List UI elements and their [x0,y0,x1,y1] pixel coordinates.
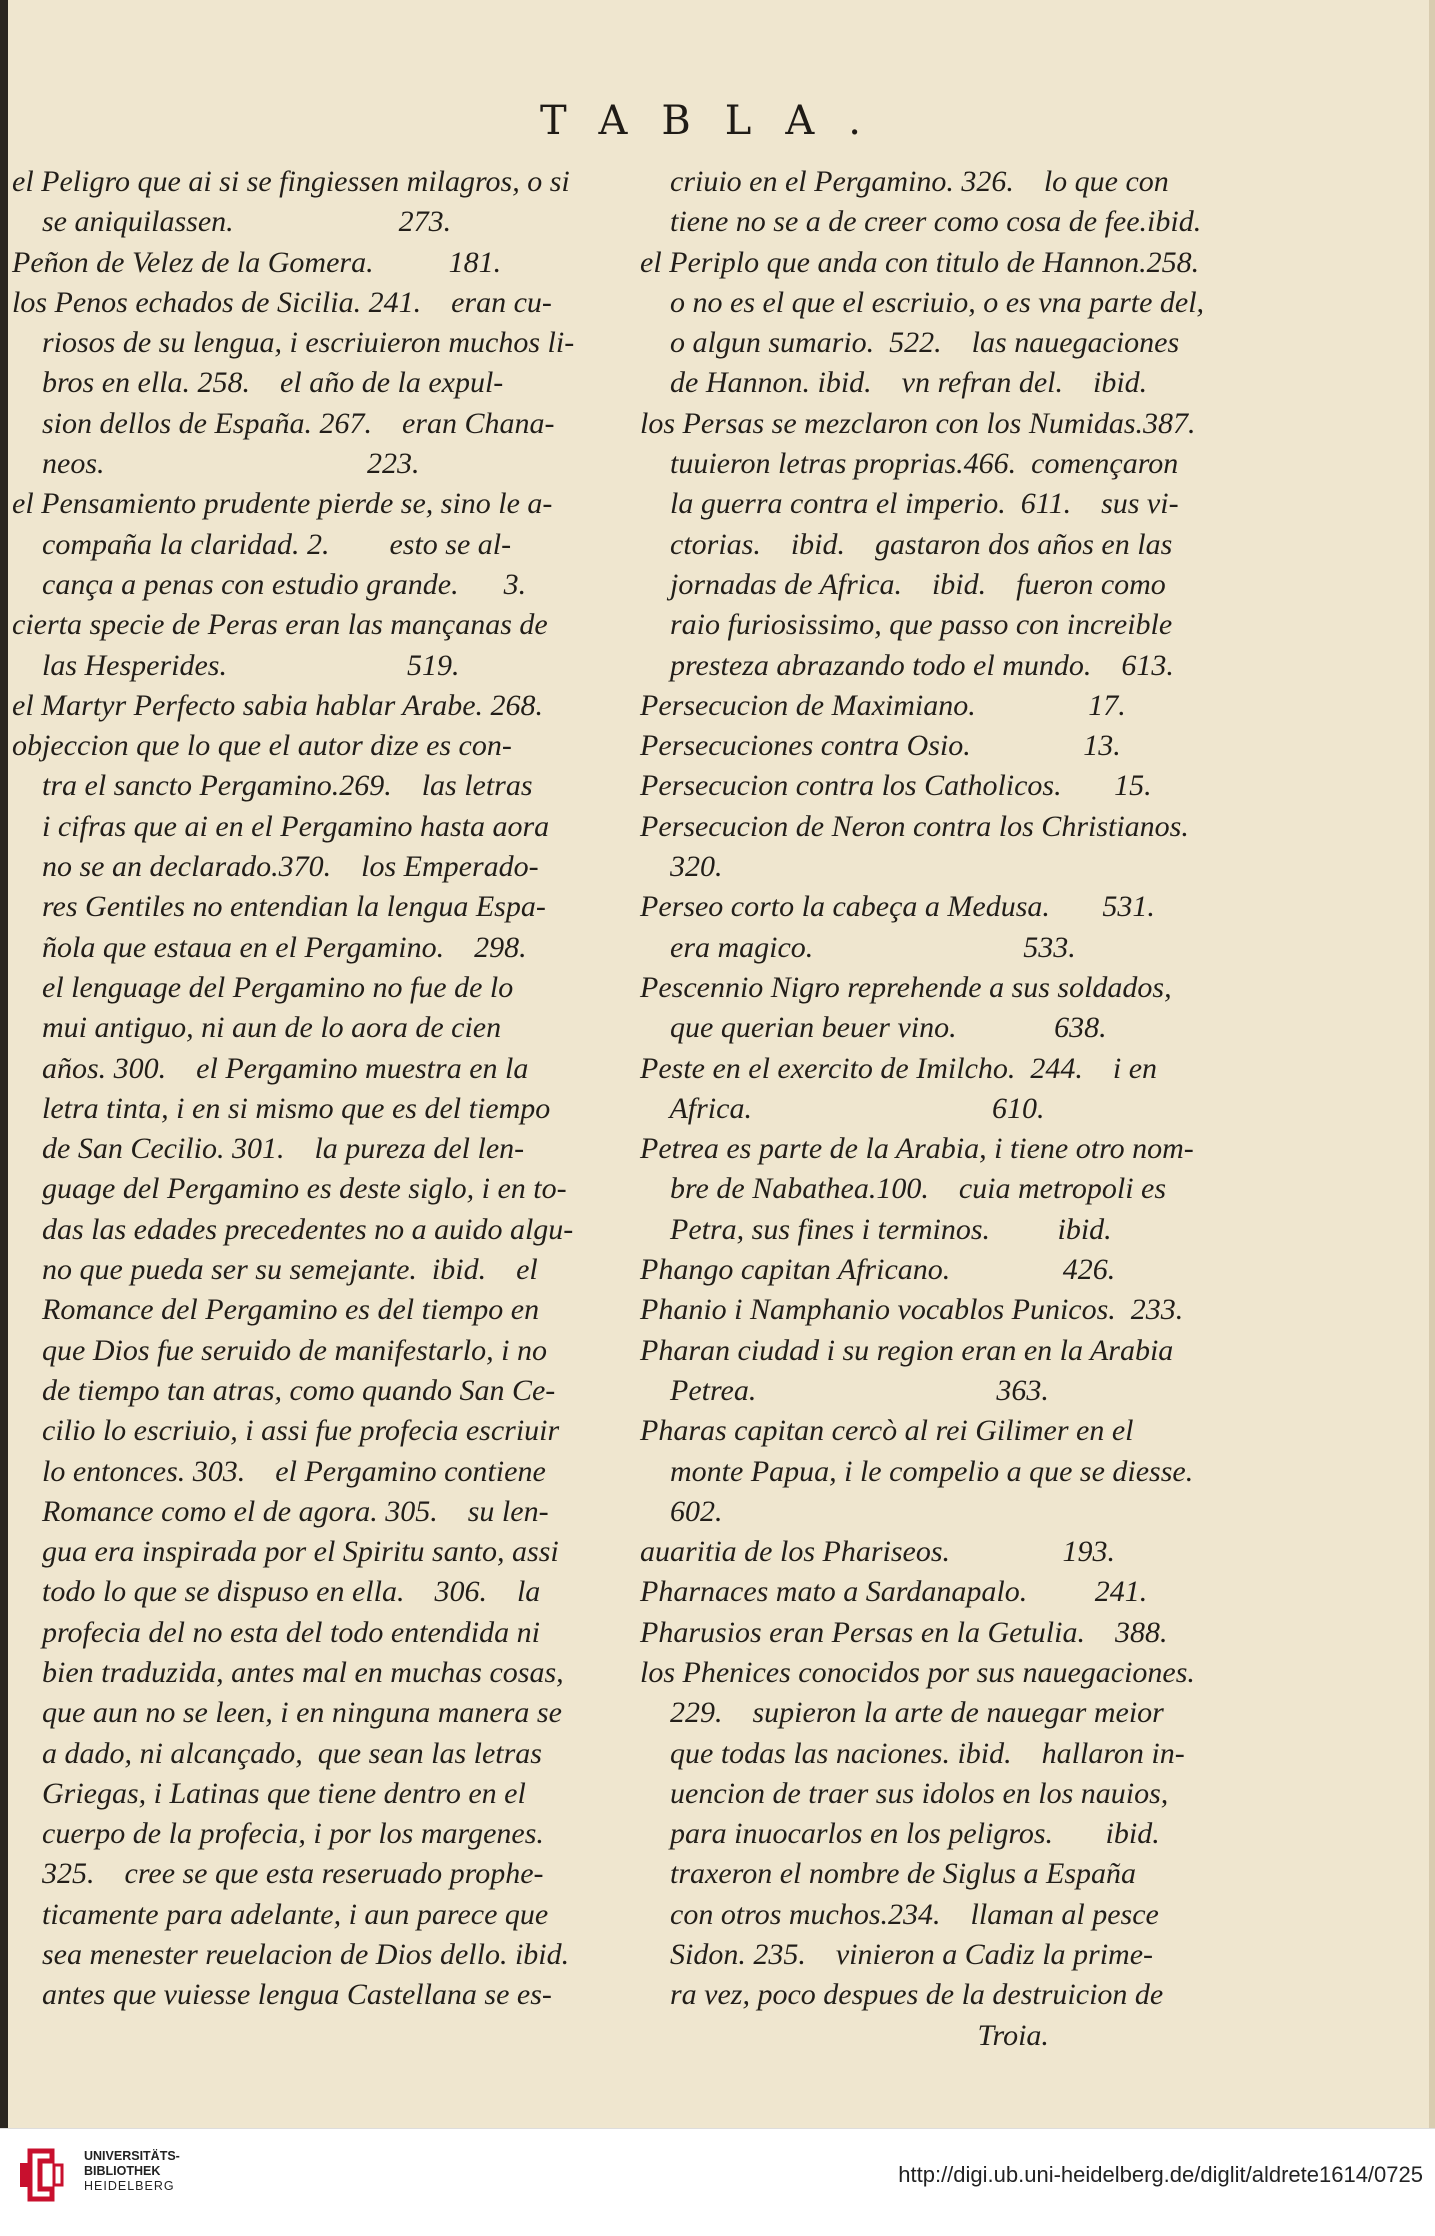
index-line: el Peligro que ai si se fingiessen milagros, o si [12,165,570,198]
index-line: que todas las naciones. ibid. hallaron in- [640,1736,1185,1770]
index-line: tiene no se a de creer como cosa de fee.ibid. [640,205,1202,239]
index-line: cança a penas con estudio grande. 3. [12,567,527,601]
index-line: con otros muchos.234. llaman al pesce [640,1897,1159,1931]
index-line: bien traduzida, antes mal en muchas cosas, [12,1655,564,1689]
index-line: se aniquilassen. 273. [12,205,452,239]
index-line: Pescennio Nigro reprehende a sus soldados, [640,970,1172,1004]
index-line: auaritia de los Phariseos. 193. [640,1535,1116,1569]
institution-name [84,2149,180,2194]
index-line: jornadas de Africa. ibid. fueron como [640,567,1166,601]
index-line: 320. [640,850,723,884]
index-line: ñola que estaua en el Pergamino. 298. [12,930,527,964]
index-line: bros en ella. 258. el año de la expul- [12,366,504,400]
index-line: 602. [640,1494,723,1528]
index-line: no se an declarado.370. los Emperado- [12,850,539,884]
index-line: Petra, sus fines i terminos. ibid. [640,1212,1112,1246]
index-line: que Dios fue seruido de manifestarlo, i no [12,1333,547,1367]
index-line: 325. cree se que esta reseruado prophe- [12,1857,544,1891]
index-line: años. 300. el Pergamino muestra en la [12,1051,529,1085]
left-column [12,162,612,2016]
index-line: para inuocarlos en los peligros. ibid. [640,1817,1160,1851]
index-line: o algun sumario. 522. las nauegaciones [640,326,1180,360]
index-line: Persecuciones contra Osio. 13. [640,729,1121,763]
university-library-logo-icon [16,2145,66,2205]
index-line: Petrea es parte de la Arabia, i tiene otro nom- [640,1132,1194,1166]
index-line: las Hesperides. 519. [12,648,460,682]
index-line: uencion de traer sus idolos en los nauios, [640,1776,1169,1810]
index-line: el lenguage del Pergamino no fue de lo [12,970,514,1004]
index-line: tuuieron letras proprias.466. començaron [640,447,1179,481]
index-line: Peste en el exercito de Imilcho. 244. i en [640,1051,1158,1085]
index-line: Griegas, i Latinas que tiene dentro en el [12,1776,526,1810]
index-line: profecia del no esta del todo entendida ni [12,1615,540,1649]
footer-bar [0,2128,1435,2236]
index-line: Pharnaces mato a Sardanapalo. 241. [640,1575,1148,1609]
index-line: Phango capitan Africano. 426. [640,1253,1116,1287]
index-line: compaña la claridad. 2. esto se al- [12,527,512,561]
index-line: de Hannon. ibid. vn refran del. ibid. [640,366,1148,400]
index-line: ctorias. ibid. gastaron dos años en las [640,527,1173,561]
index-line: que aun no se leen, i en ninguna manera se [12,1696,562,1730]
index-line: Sidon. 235. vinieron a Cadiz la prime- [640,1938,1154,1972]
page-header: TABLA. [540,98,895,144]
index-line: cierta specie de Peras eran las mançanas de [12,608,548,642]
index-line: Pharas capitan cercò al rei Gilimer en el [640,1414,1134,1448]
index-line: cilio lo escriuio, i assi fue profecia escriuir [12,1414,560,1448]
index-line: Persecucion de Neron contra los Christianos. [640,809,1189,843]
index-line: sea menester reuelacion de Dios dello. ibid. [12,1938,570,1972]
index-line: guage del Pergamino es deste siglo, i en to- [12,1172,567,1206]
index-line: 229. supieron la arte de nauegar meior [640,1696,1164,1730]
index-line: objeccion que lo que el autor dize es con- [12,729,512,763]
index-line: de tiempo tan atras, como quando San Ce- [12,1373,556,1407]
index-line: el Martyr Perfecto sabia hablar Arabe. 268. [12,688,544,722]
index-line: ra vez, poco despues de la destruicion de [640,1978,1164,2012]
index-line: antes que vuiesse lengua Castellana se es- [12,1978,552,2012]
index-line: Perseo corto la cabeça a Medusa. 531. [640,890,1155,924]
index-line: todo lo que se dispuso en ella. 306. la [12,1575,541,1609]
index-line: los Persas se mezclaron con los Numidas.387. [640,406,1196,440]
index-line: res Gentiles no entendian la lengua Espa- [12,890,546,924]
index-line: Africa. 610. [640,1091,1045,1125]
institution-line-2: BIBLIOTHEK [84,2164,161,2178]
index-line: lo entonces. 303. el Pergamino contiene [12,1454,546,1488]
index-line: el Pensamiento prudente pierde se, sino le a- [12,487,553,521]
right-column [640,162,1240,2056]
index-line: riosos de su lengua, i escriuieron muchos li- [12,326,575,360]
index-line: la guerra contra el imperio. 611. sus vi- [640,487,1179,521]
index-line: Persecucion contra los Catholicos. 15. [640,769,1152,803]
institution-line-3: HEIDELBERG [84,2179,175,2193]
index-line: los Phenices conocidos por sus nauegaciones. [640,1655,1195,1689]
institution-line-1: UNIVERSITÄTS- [84,2149,180,2163]
index-line: Pharusios eran Persas en la Getulia. 388. [640,1615,1168,1649]
index-line: que querian beuer vino. 638. [640,1011,1107,1045]
index-line: el Periplo que anda con titulo de Hannon.258. [640,245,1200,279]
index-line: neos. 223. [12,447,420,481]
index-line: criuio en el Pergamino. 326. lo que con [640,165,1169,198]
index-line: a dado, ni alcançado, que sean las letras [12,1736,542,1770]
index-line: de San Cecilio. 301. la pureza del len- [12,1132,525,1166]
index-line: gua era inspirada por el Spiritu santo, assi [12,1535,559,1569]
source-url-link[interactable]: http://digi.ub.uni-heidelberg.de/diglit/aldrete1614/0725 [898,2162,1423,2187]
index-line: tra el sancto Pergamino.269. las letras [12,769,533,803]
index-line: Romance como el de agora. 305. su len- [12,1494,549,1528]
index-line: traxeron el nombre de Siglus a España [640,1857,1137,1891]
index-line: das las edades precedentes no a auido algu- [12,1212,574,1246]
index-line: i cifras que ai en el Pergamino hasta aora [12,809,550,843]
index-line: raio furiosissimo, que passo con increible [640,608,1173,642]
index-line: los Penos echados de Sicilia. 241. eran cu- [12,285,552,319]
index-line: era magico. 533. [640,930,1076,964]
index-line: Troia. [640,2018,1049,2052]
index-line: no que pueda ser su semejante. ibid. el [12,1253,538,1287]
index-line: Phanio i Namphanio vocablos Punicos. 233. [640,1293,1184,1327]
index-line: cuerpo de la profecia, i por los margenes. [12,1817,544,1851]
index-line: bre de Nabathea.100. cuia metropoli es [640,1172,1167,1206]
index-line: presteza abrazando todo el mundo. 613. [640,648,1174,682]
index-line: sion dellos de España. 267. eran Chana- [12,406,555,440]
index-line: Peñon de Velez de la Gomera. 181. [12,245,502,279]
index-line: Petrea. 363. [640,1373,1049,1407]
index-line: ticamente para adelante, i aun parece que [12,1897,549,1931]
index-line: letra tinta, i en si mismo que es del tiempo [12,1091,551,1125]
index-line: o no es el que el escriuio, o es vna parte del, [640,285,1205,319]
index-line: Persecucion de Maximiano. 17. [640,688,1126,722]
index-line: Romance del Pergamino es del tiempo en [12,1293,540,1327]
index-line: Pharan ciudad i su region eran en la Arabia [640,1333,1174,1367]
index-line: monte Papua, i le compelio a que se diesse. [640,1454,1194,1488]
index-line: mui antiguo, ni aun de lo aora de cien [12,1011,502,1045]
